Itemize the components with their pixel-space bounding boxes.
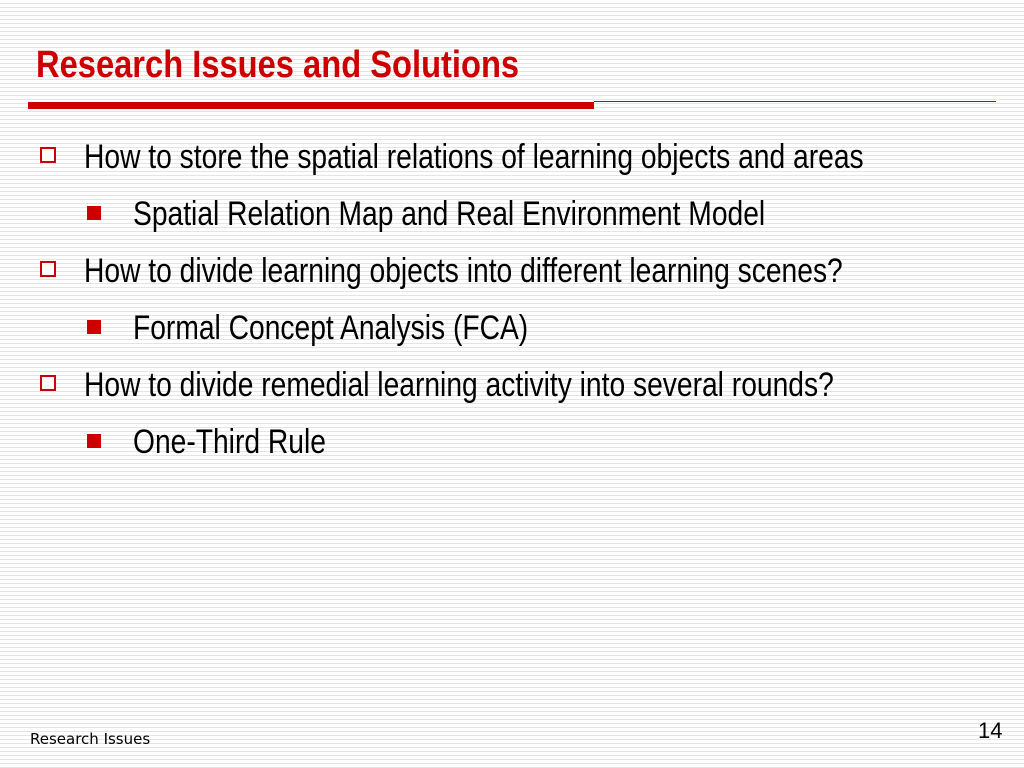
- bullet-item: [84, 364, 987, 406]
- sub-bullet-text: One-Third Rule: [133, 423, 326, 461]
- bullet-text: How to divide learning objects into different learning scenes?: [84, 252, 843, 290]
- footer-label: Research Issues: [30, 730, 151, 748]
- slide-title: Research Issues and Solutions: [36, 44, 520, 86]
- bullet-item: [84, 136, 1023, 178]
- bullet-text: How to store the spatial relations of learning objects and areas: [84, 138, 864, 176]
- bullet-text: How to divide remedial learning activity into several rounds?: [84, 366, 834, 404]
- page-number: 14: [978, 718, 1003, 743]
- hollow-square-icon: [40, 261, 56, 277]
- sub-bullet-item: [133, 307, 609, 349]
- hollow-square-icon: [40, 147, 56, 163]
- filled-square-icon: [87, 434, 101, 448]
- filled-square-icon: [87, 206, 101, 220]
- hollow-square-icon: [40, 375, 56, 391]
- sub-bullet-text: Formal Concept Analysis (FCA): [133, 309, 529, 347]
- bullet-item: [84, 250, 998, 292]
- sub-bullet-item: [133, 193, 895, 235]
- sub-bullet-text: Spatial Relation Map and Real Environment Model: [133, 195, 766, 233]
- filled-square-icon: [87, 320, 101, 334]
- sub-bullet-item: [133, 421, 365, 463]
